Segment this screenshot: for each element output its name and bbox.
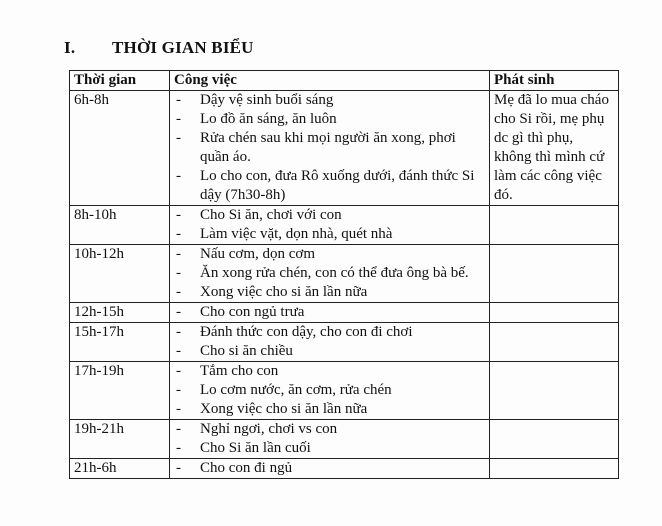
section-number: I. <box>64 38 76 57</box>
task-item: - Ăn xong rửa chén, con có thể đưa ông bà bế. <box>174 264 485 283</box>
schedule-table <box>69 70 619 479</box>
task-item: - Làm việc vặt, dọn nhà, quét nhà <box>174 225 485 244</box>
task-item: - Nấu cơm, dọn cơm <box>174 245 485 264</box>
note-cell <box>490 362 619 420</box>
time-cell: 17h-19h <box>70 362 170 420</box>
task-list <box>174 303 485 322</box>
task-list <box>174 245 485 302</box>
task-list <box>174 459 485 478</box>
table-row <box>70 323 619 362</box>
task-item: - Lo cho con, đưa Rô xuống dưới, đánh thức Si dậy (7h30-8h) <box>174 167 485 205</box>
tasks-cell <box>170 206 490 245</box>
time-cell: 6h-8h <box>70 91 170 206</box>
time-cell: 12h-15h <box>70 303 170 323</box>
header-tasks: Công việc <box>170 71 490 91</box>
table-row <box>70 91 619 206</box>
table-body <box>70 91 619 479</box>
table-header-row <box>70 71 619 91</box>
time-cell: 19h-21h <box>70 420 170 459</box>
time-cell: 21h-6h <box>70 459 170 479</box>
task-item: - Cho si ăn chiều <box>174 342 485 361</box>
task-item: - Đánh thức con dậy, cho con đi chơi <box>174 323 485 342</box>
time-cell: 8h-10h <box>70 206 170 245</box>
task-list <box>174 206 485 244</box>
table-row <box>70 420 619 459</box>
section-heading <box>64 38 254 58</box>
task-list <box>174 362 485 419</box>
task-item: - Lo cơm nước, ăn cơm, rửa chén <box>174 381 485 400</box>
table-row <box>70 206 619 245</box>
tasks-cell <box>170 323 490 362</box>
note-cell <box>490 245 619 303</box>
note-cell <box>490 420 619 459</box>
note-cell <box>490 206 619 245</box>
table-row <box>70 245 619 303</box>
task-item: - Cho con ngủ trưa <box>174 303 485 322</box>
task-item: - Xong việc cho si ăn lần nữa <box>174 400 485 419</box>
tasks-cell <box>170 91 490 206</box>
header-time: Thời gian <box>70 71 170 91</box>
task-item: - Nghỉ ngơi, chơi vs con <box>174 420 485 439</box>
tasks-cell <box>170 303 490 323</box>
note-cell <box>490 323 619 362</box>
header-notes: Phát sinh <box>490 71 619 91</box>
task-list <box>174 420 485 458</box>
task-item: - Lo đồ ăn sáng, ăn luôn <box>174 110 485 129</box>
time-cell: 10h-12h <box>70 245 170 303</box>
note-cell <box>490 303 619 323</box>
table-row <box>70 459 619 479</box>
task-item: - Dậy vệ sinh buổi sáng <box>174 91 485 110</box>
note-cell: Mẹ đã lo mua cháo cho Si rồi, mẹ phụ dc gì thì phụ, không thì mình cứ làm các công việc đó. <box>490 91 619 206</box>
time-cell: 15h-17h <box>70 323 170 362</box>
task-item: - Cho con đi ngủ <box>174 459 485 478</box>
table-row <box>70 362 619 420</box>
task-list <box>174 323 485 361</box>
task-item: - Xong việc cho si ăn lần nữa <box>174 283 485 302</box>
note-cell <box>490 459 619 479</box>
tasks-cell <box>170 245 490 303</box>
tasks-cell <box>170 459 490 479</box>
tasks-cell <box>170 362 490 420</box>
task-item: - Cho Si ăn lần cuối <box>174 439 485 458</box>
tasks-cell <box>170 420 490 459</box>
table-row <box>70 303 619 323</box>
task-item: - Tắm cho con <box>174 362 485 381</box>
task-item: - Rửa chén sau khi mọi người ăn xong, phơi quần áo. <box>174 129 485 167</box>
task-list <box>174 91 485 205</box>
task-item: - Cho Si ăn, chơi với con <box>174 206 485 225</box>
section-title: THỜI GIAN BIỂU <box>112 38 254 57</box>
